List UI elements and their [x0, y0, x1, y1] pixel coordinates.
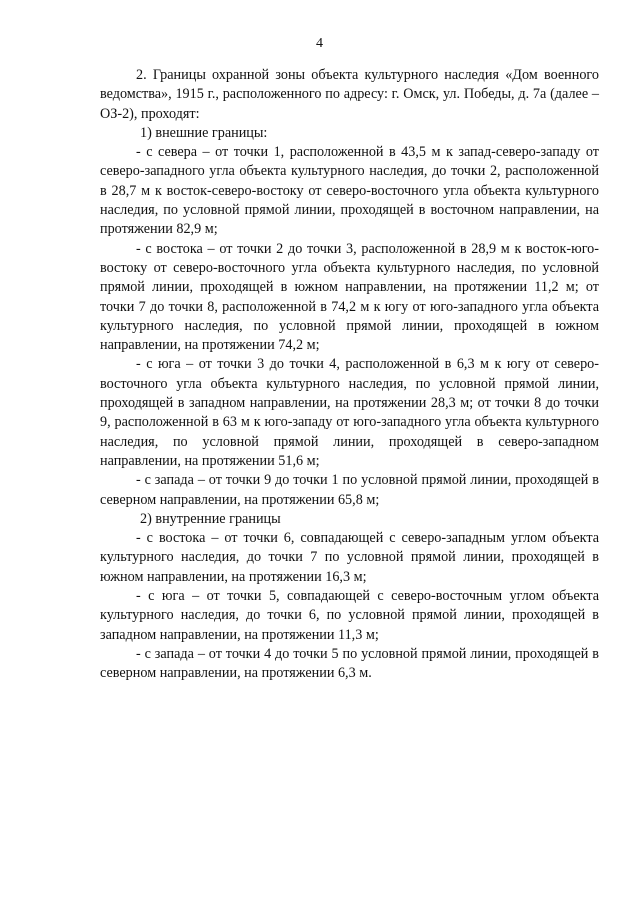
outer-boundary-south: - с юга – от точки 3 до точки 4, расположенной в 6,3 м к югу от северо-восточного угла объекта культурного наследия, по условной прямой линии, проходящей в западном направлении, на протяжении 28,3 м; от точки 8 до точки 9, расположенной в 63 м к юго-западу от юго-западного угла объекта культурного наследия, по условной прямой линии, проходящей в северо-западном направлении, на протяжении 51,6 м; — [100, 356, 599, 469]
inner-boundaries-heading: 2) внутренние границы — [140, 510, 281, 527]
outer-boundary-north: - с севера – от точки 1, расположенной в 43,5 м к запад-северо-западу от северо-западного угла объекта культурного наследия, до точки 2, расположенной в 28,7 м к восток-северо-востоку от северо-восточного угла объекта культурного наследия, по условной прямой линии, проходящей в восточном направлении, на протяжении 82,9 м; — [100, 144, 599, 238]
outer-boundary-east: - с востока – от точки 2 до точки 3, расположенной в 28,9 м к восток-юго-востоку от северо-восточного угла объекта культурного наследия, по условной прямой линии, проходящей в южном направлении, на протяжении 11,2 м; от точки 7 до точки 8, расположенной в 74,2 м к югу от юго-западного угла объекта культурного наследия, по условной прямой линии, проходящей в южном направлении, на протяжении 74,2 м; — [100, 240, 599, 354]
outer-boundary-west: - с запада – от точки 9 до точки 1 по условной прямой линии, проходящей в северном направлении, на протяжении 65,8 м; — [100, 472, 599, 508]
outer-boundaries-heading: 1) внешние границы: — [140, 124, 268, 141]
page-number: 4 — [316, 36, 323, 51]
inner-boundary-west: - с запада – от точки 4 до точки 5 по условной прямой линии, проходящей в северном направлении, на протяжении 6,3 м. — [100, 645, 599, 682]
inner-boundary-east: - с востока – от точки 6, совпадающей с северо-западным углом объекта культурного наследия, до точки 7 по условной прямой линии, проходящей в южном направлении, на протяжении 16,3 м; — [100, 530, 599, 585]
section-intro-paragraph: 2. Границы охранной зоны объекта культурного наследия «Дом военного ведомства», 1915 г., расположенного по адресу: г. Омск, ул. Победы, д. 7а (далее – ОЗ-2), проходят: — [100, 67, 599, 122]
inner-boundary-south: - с юга – от точки 5, совпадающей с северо-восточным углом объекта культурного наследия, до точки 6, по условной прямой линии, проходящей в западном направлении, на протяжении 11,3 м; — [100, 588, 599, 643]
document-body — [100, 66, 599, 684]
